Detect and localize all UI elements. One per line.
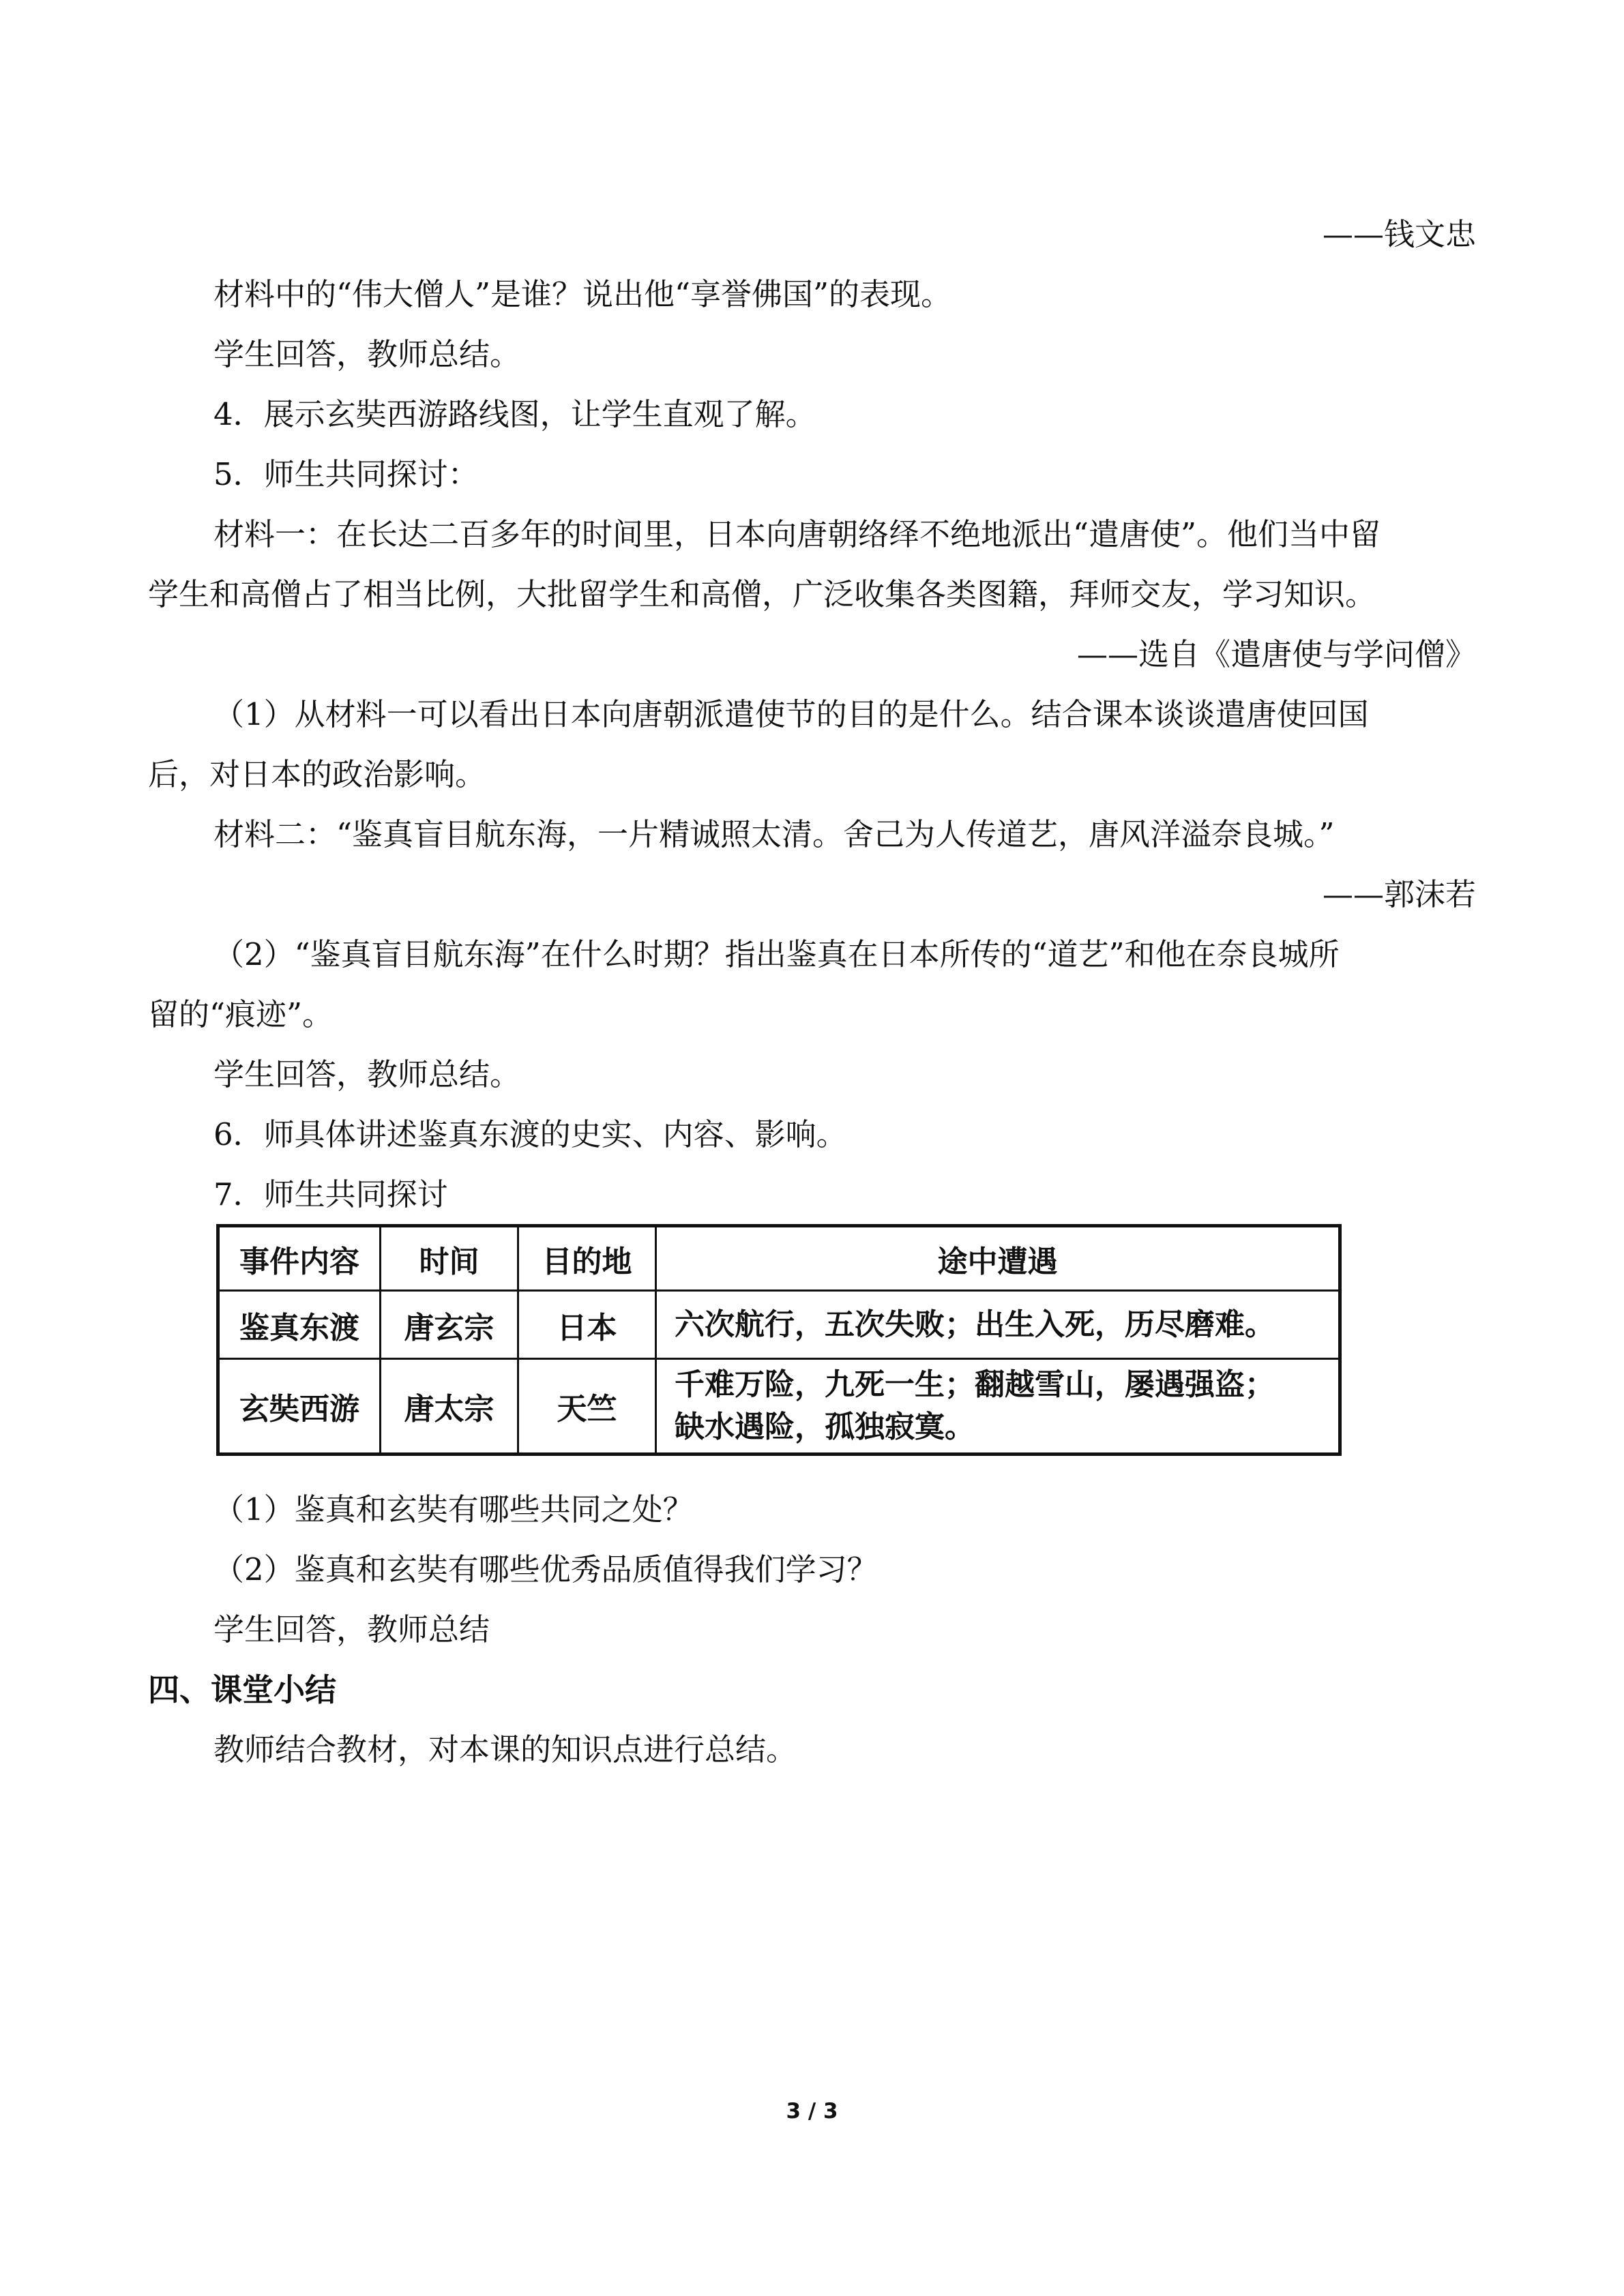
question-2-line-2: 留的“痕迹”。 [148,996,334,1032]
question-1-line-1: （1）从材料一可以看出日本向唐朝派遣使节的目的是什么。结合课本谈谈遣唐使回国 [213,696,1369,732]
step-7: 7．师生共同探讨 [213,1176,448,1212]
table-cell-destination: 天竺 [518,1359,656,1455]
step-4: 4．展示玄奘西游路线图，让学生直观了解。 [213,396,816,432]
table-header-row [218,1226,1340,1291]
table-row [218,1359,1340,1455]
table-header-cell: 途中遭遇 [656,1226,1340,1291]
table-cell-time: 唐玄宗 [381,1291,518,1359]
material-1-line-1: 材料一：在长达二百多年的时间里，日本向唐朝络绎不绝地派出“遣唐使”。他们当中留 [213,516,1381,552]
question-great-monk: 材料中的“伟大僧人”是谁？说出他“享誉佛国”的表现。 [213,276,952,312]
table-cell-event: 玄奘西游 [218,1359,381,1455]
attribution-qian: ——钱文忠 [1322,216,1476,252]
table-cell-event: 鉴真东渡 [218,1291,381,1359]
table-cell-time: 唐太宗 [381,1359,518,1455]
comparison-table [216,1224,1342,1456]
attribution-book: ——选自《遣唐使与学问僧》 [1076,636,1476,672]
table-question-1: （1）鉴真和玄奘有哪些共同之处？ [213,1491,694,1527]
section-heading: 四、课堂小结 [148,1671,336,1708]
table-header-cell: 目的地 [518,1226,656,1291]
material-2: 材料二：“鉴真盲目航东海，一片精诚照太清。舍己为人传道艺，唐风洋溢奈良城。” [213,816,1335,852]
table-header-cell: 事件内容 [218,1226,381,1291]
attribution-guo: ——郭沫若 [1322,876,1476,912]
answer-summary: 学生回答，教师总结。 [213,1056,521,1092]
answer-summary: 学生回答，教师总结。 [213,336,521,372]
table-question-2: （2）鉴真和玄奘有哪些优秀品质值得我们学习？ [213,1551,878,1587]
table-cell-destination: 日本 [518,1291,656,1359]
material-1-line-2: 学生和高僧占了相当比例，大批留学生和高僧，广泛收集各类图籍，拜师交友，学习知识。 [148,576,1376,612]
table-row [218,1291,1340,1359]
section-body: 教师结合教材，对本课的知识点进行总结。 [213,1731,797,1768]
page-number: 3 / 3 [786,2099,838,2123]
table-cell-experience [656,1359,1340,1455]
question-1-line-2: 后，对日本的政治影响。 [148,756,486,792]
question-2-line-1: （2）“鉴真盲目航东海”在什么时期？指出鉴真在日本所传的“道艺”和他在奈良城所 [213,936,1340,972]
table-header-cell: 时间 [381,1226,518,1291]
experience-text: 缺水遇险，孤独寂寞。 [675,1410,975,1444]
step-6: 6．师具体讲述鉴真东渡的史实、内容、影响。 [213,1116,847,1152]
table-cell-experience [656,1291,1340,1359]
step-5: 5．师生共同探讨： [213,456,479,492]
experience-text: 六次航行，五次失败；出生入死，历尽磨难。 [675,1307,1275,1342]
experience-text: 千难万险，九死一生；翻越雪山，屡遇强盗； [675,1367,1275,1402]
answer-summary: 学生回答，教师总结 [213,1611,490,1648]
